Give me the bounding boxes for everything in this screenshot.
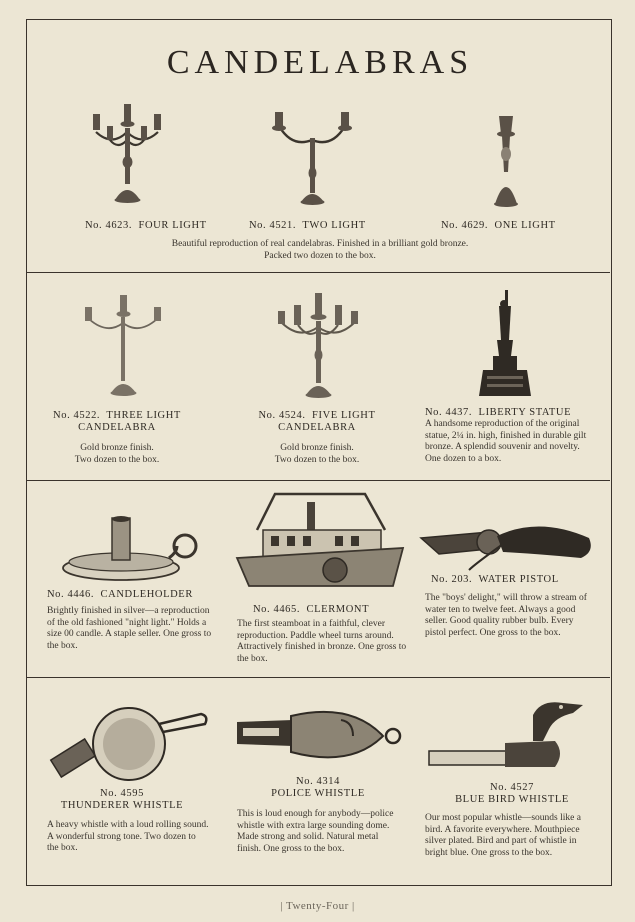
- item-4437-caption: No. 4437. LIBERTY STATUE: [425, 407, 572, 418]
- item-4522-desc-line1: Gold bronze finish.: [80, 443, 154, 453]
- item-4524-desc-line1: Gold bronze finish.: [280, 443, 354, 453]
- item-4595-caption-line2: THUNDERER WHISTLE: [60, 800, 184, 811]
- four-light-candelabra-icon: [82, 92, 172, 212]
- item-4623-caption: No. 4623. FOUR LIGHT: [85, 220, 207, 231]
- item-4527-caption-line2: BLUE BIRD WHISTLE: [455, 794, 569, 805]
- police-whistle-icon: [233, 704, 405, 772]
- steamboat-icon: [235, 490, 405, 594]
- item-4629-caption: No. 4629. ONE LIGHT: [441, 220, 556, 231]
- page-title: CANDELABRAS: [166, 44, 474, 81]
- item-4446-caption: No. 4446. CANDLEHOLDER: [47, 589, 193, 600]
- row-divider-2: [27, 480, 610, 481]
- page-footer: | Twenty-Four |: [280, 900, 355, 912]
- item-4527-caption-line1: No. 4527: [490, 782, 534, 793]
- item-4522-desc-line2: Two dozen to the box.: [74, 455, 160, 465]
- item-4521-caption: No. 4521. TWO LIGHT: [249, 220, 366, 231]
- item-4314-caption-line2: POLICE WHISTLE: [271, 788, 365, 799]
- item-203-desc: The "boys' delight," will throw a stream of water ten to twelve feet. Always a good seller. Good quality rubber bulb. Every pistol perfect. One gross to the box.: [425, 593, 587, 638]
- item-4465-desc: The first steamboat in a faithful, clever reproduction. Paddle wheel turns around. Attractively finished in bronze. One gross to the box.: [237, 619, 407, 664]
- row-divider-1: [27, 272, 610, 273]
- item-4522-caption-line2: CANDELABRA: [78, 422, 156, 433]
- two-light-candelabra-icon: [267, 98, 357, 214]
- row1-description-line2: Packed two dozen to the box.: [264, 251, 376, 261]
- item-4314-desc: This is loud enough for anybody—police whistle with extra large sounding dome. Made strong and solid. Natural metal finish. One gross to the box.: [237, 809, 394, 854]
- candleholder-icon: [59, 512, 197, 584]
- liberty-statue-icon: [475, 288, 535, 400]
- water-pistol-icon: [419, 508, 597, 576]
- item-4524-desc-line2: Two dozen to the box.: [274, 455, 360, 465]
- catalog-frame: [26, 19, 612, 886]
- item-4524-caption-line2: CANDELABRA: [278, 422, 356, 433]
- one-light-candlestick-icon: [481, 112, 531, 212]
- item-4527-desc: Our most popular whistle—sounds like a bird. A favorite everywhere. Mouthpiece silver plated. Bird and part of whistle in bright blue. One gross to the box.: [425, 813, 581, 858]
- item-4446-desc: Brightly finished in silver—a reproduction of the old fashioned "night light." Holds a size 00 candle. A staple seller. One gross to the box.: [47, 606, 212, 651]
- item-4314-caption-line1: No. 4314: [296, 776, 340, 787]
- thunderer-whistle-icon: [51, 702, 211, 784]
- row-divider-3: [27, 677, 610, 678]
- five-light-candelabra-icon: [272, 285, 364, 403]
- bird-whistle-icon: [425, 695, 595, 785]
- item-203-caption: No. 203. WATER PISTOL: [431, 574, 559, 585]
- item-4524-caption-line1: No. 4524. FIVE LIGHT: [258, 410, 376, 421]
- row1-description-line1: Beautiful reproduction of real candelabras. Finished in a brilliant gold bronze.: [171, 239, 469, 249]
- item-4465-caption: No. 4465. CLERMONT: [253, 604, 370, 615]
- item-4595-desc: A heavy whistle with a loud rolling sound. A wonderful strong tone. Two dozen to the box.: [47, 820, 209, 854]
- item-4437-desc: A handsome reproduction of the original statue, 2¼ in. high, finished in durable gilt bronze. A splendid souvenir and novelty. One dozen to a box.: [425, 419, 587, 464]
- three-light-candelabra-icon: [77, 285, 169, 400]
- item-4522-caption-line1: No. 4522. THREE LIGHT: [53, 410, 181, 421]
- item-4595-caption-line1: No. 4595: [100, 788, 144, 799]
